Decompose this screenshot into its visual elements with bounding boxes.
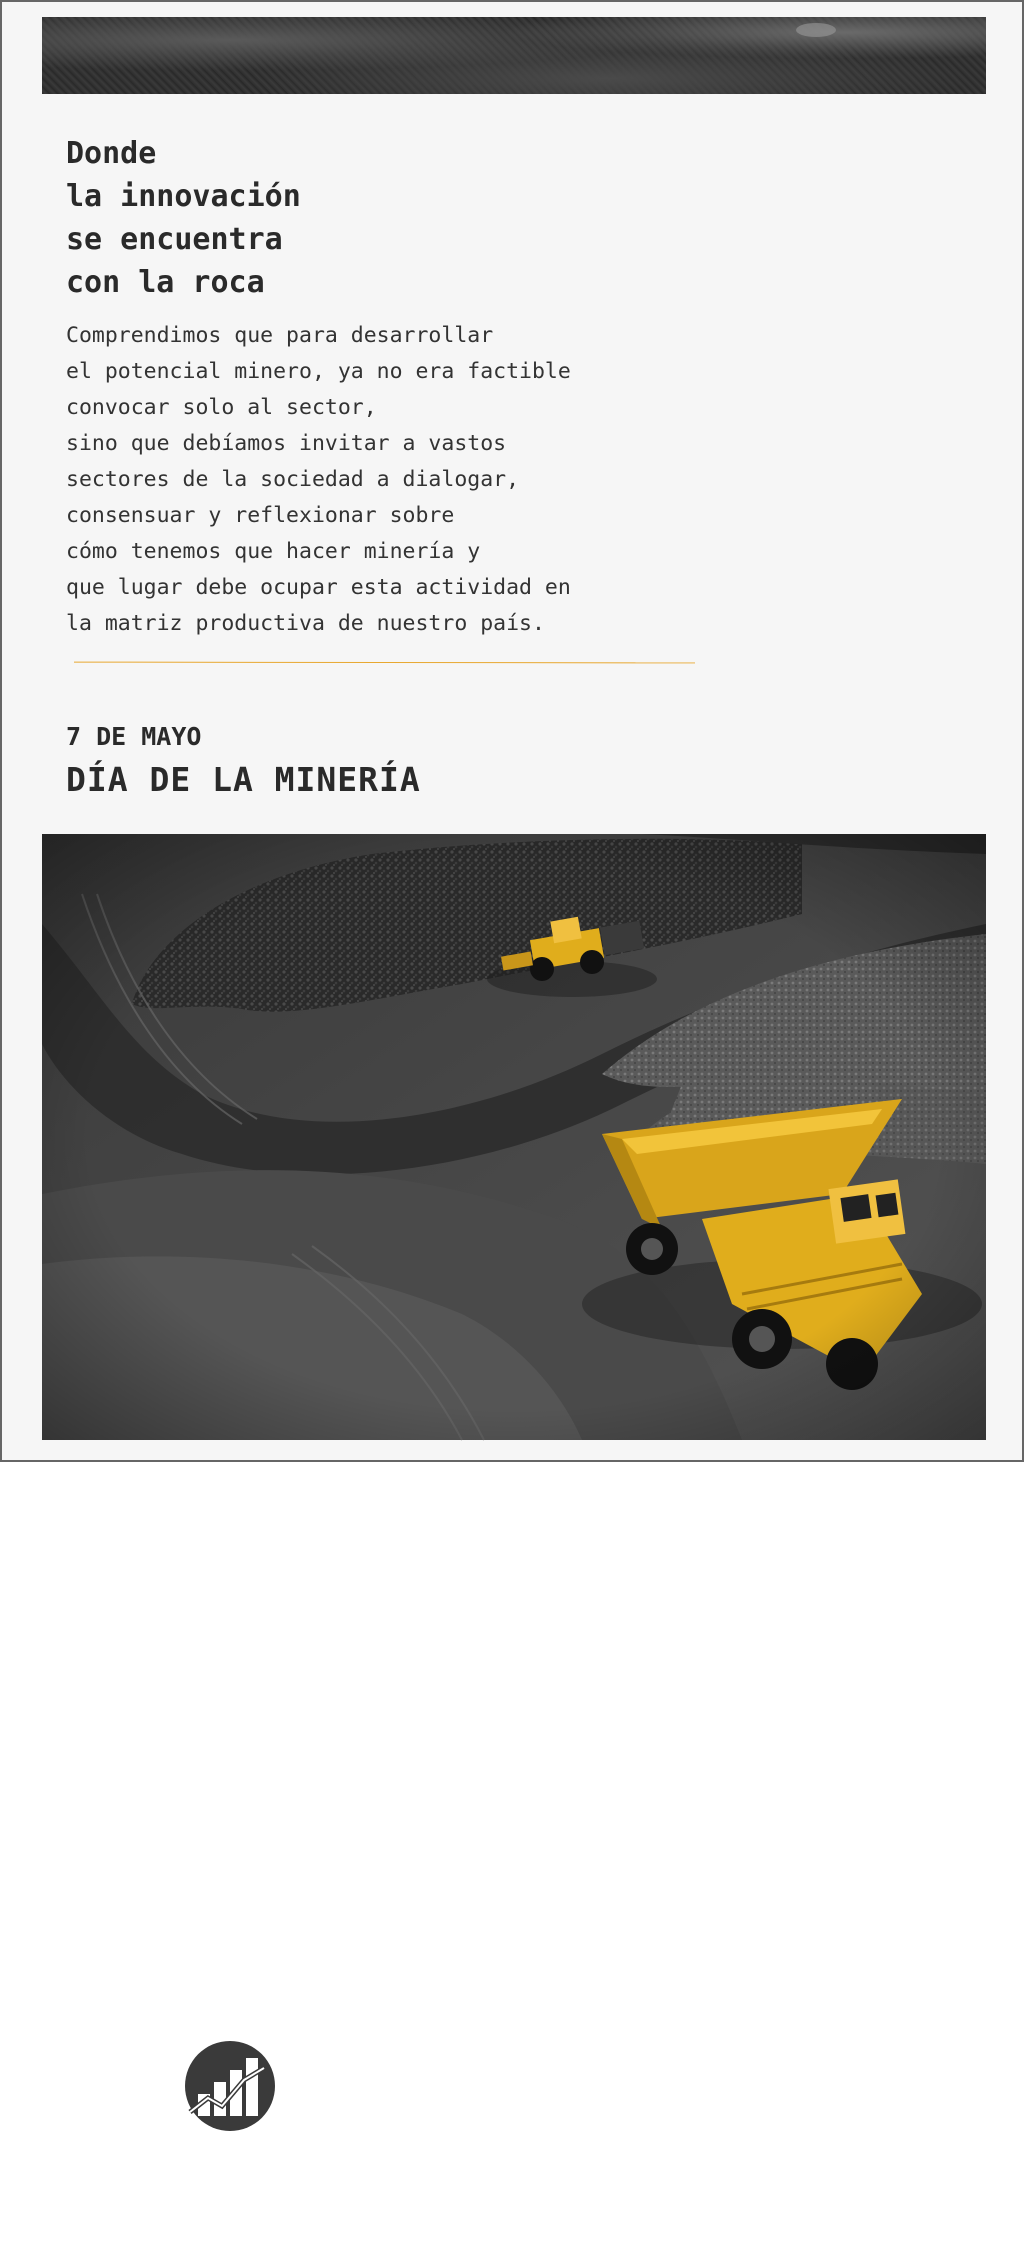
logo-name-line2: SAN JUAN: [208, 2226, 252, 2236]
date-label: 7 DE MAYO: [66, 722, 202, 751]
body-paragraph: Comprendimos que para desarrollar el potencial minero, ya no era factible convocar solo al sector, sino que debíamos invitar a vastos sectores de la sociedad a dialogar, consensuar y reflexionar sobre cómo tenemos que hacer minería y que lugar debe ocupar esta actividad en la matriz productiva de nuestro país.: [66, 323, 571, 636]
gear-chart-icon: [160, 2024, 300, 2244]
logo-acronym: FESJ: [167, 2159, 293, 2215]
fesj-logo: [160, 2024, 300, 2244]
event-title: DÍA DE LA MINERÍA: [66, 760, 421, 799]
top-banner-image: [42, 17, 986, 94]
mine-photo: [42, 834, 986, 2236]
logo-name-line1: FEDERACIÓN ECONÓMICA: [174, 2216, 286, 2226]
divider-line: [74, 662, 695, 664]
headline: Donde la innovación se encuentra con la roca: [66, 136, 301, 300]
